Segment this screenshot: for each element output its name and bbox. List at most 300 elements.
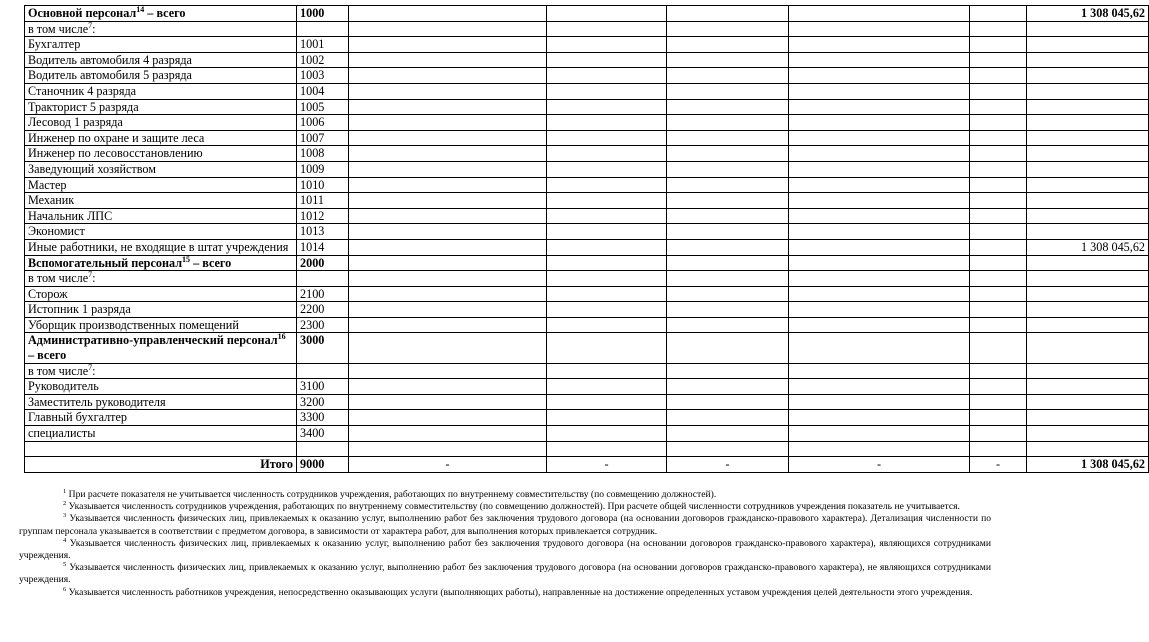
empty-cell bbox=[547, 333, 667, 363]
empty-cell bbox=[667, 426, 789, 442]
row-label-text: Мастер bbox=[28, 177, 67, 192]
row-label-text: Главный бухгалтер bbox=[28, 410, 128, 425]
row-label-text: Лесовод 1 разряда bbox=[28, 115, 123, 130]
empty-cell bbox=[349, 224, 547, 240]
empty-cell bbox=[970, 21, 1027, 37]
empty-cell bbox=[349, 317, 547, 333]
empty-cell bbox=[970, 239, 1027, 255]
empty-cell bbox=[970, 363, 1027, 379]
empty-cell bbox=[970, 68, 1027, 84]
row-label bbox=[25, 52, 297, 68]
empty-cell bbox=[667, 115, 789, 131]
footnote-ref: 16 bbox=[277, 332, 286, 342]
row-label bbox=[25, 6, 297, 22]
row-label-text: Истопник 1 разряда bbox=[28, 302, 131, 317]
row-label-text: Административно-управленческий персонал bbox=[28, 333, 278, 348]
row-label bbox=[25, 317, 297, 333]
empty-cell bbox=[547, 224, 667, 240]
row-label bbox=[25, 379, 297, 395]
row-label bbox=[25, 99, 297, 115]
footnote bbox=[19, 513, 991, 537]
empty-cell bbox=[789, 37, 970, 53]
footnotes bbox=[19, 489, 991, 599]
row-label-text: Тракторист 5 разряда bbox=[28, 99, 139, 114]
row-code: 1007 bbox=[297, 130, 349, 146]
empty-cell bbox=[547, 426, 667, 442]
footnote-number: 4 bbox=[63, 536, 67, 544]
table-row bbox=[25, 68, 1149, 84]
empty-cell bbox=[789, 426, 970, 442]
row-label-text: Экономист bbox=[28, 224, 85, 239]
row-label bbox=[25, 363, 297, 379]
empty-cell bbox=[789, 394, 970, 410]
row-label bbox=[25, 193, 297, 209]
table-row bbox=[25, 441, 1149, 457]
total-row bbox=[25, 457, 1149, 473]
empty-cell bbox=[349, 363, 547, 379]
empty-cell bbox=[970, 99, 1027, 115]
empty-cell bbox=[667, 224, 789, 240]
row-label-suffix: : bbox=[92, 21, 96, 36]
table-row bbox=[25, 6, 1149, 22]
table-row bbox=[25, 379, 1149, 395]
empty-cell bbox=[349, 239, 547, 255]
empty-cell bbox=[349, 37, 547, 53]
empty-cell bbox=[667, 379, 789, 395]
row-code: 3400 bbox=[297, 426, 349, 442]
empty-cell bbox=[667, 193, 789, 209]
table-row bbox=[25, 317, 1149, 333]
empty-cell bbox=[349, 68, 547, 84]
empty-cell bbox=[789, 99, 970, 115]
empty-cell bbox=[789, 363, 970, 379]
empty-cell bbox=[667, 394, 789, 410]
row-label-suffix: : bbox=[92, 363, 96, 378]
row-label-text: Основной персонал bbox=[28, 6, 137, 20]
row-label-suffix: – всего bbox=[28, 348, 67, 363]
footnote-text: Указывается численность физических лиц, привлекаемых к оказанию услуг, выполнению работ без заключения трудового договора (на основании договоров гражданско-правового характера), являющихся сотрудниками учреждения. bbox=[19, 537, 991, 562]
empty-cell bbox=[970, 394, 1027, 410]
empty-cell bbox=[349, 6, 547, 22]
total-value: 1 308 045,62 bbox=[1027, 457, 1149, 473]
empty-cell bbox=[547, 379, 667, 395]
row-label-text: Водитель автомобиля 5 разряда bbox=[28, 68, 192, 83]
empty-cell bbox=[349, 410, 547, 426]
row-value bbox=[1027, 255, 1149, 271]
table-row bbox=[25, 21, 1149, 37]
table-row bbox=[25, 130, 1149, 146]
row-label bbox=[25, 115, 297, 131]
footnote-number: 1 bbox=[63, 487, 67, 495]
row-code: 1011 bbox=[297, 193, 349, 209]
empty-cell bbox=[349, 255, 547, 271]
empty-cell bbox=[349, 302, 547, 318]
empty-cell bbox=[547, 363, 667, 379]
row-label bbox=[25, 302, 297, 318]
empty-cell bbox=[547, 115, 667, 131]
empty-cell bbox=[667, 317, 789, 333]
empty-cell bbox=[789, 317, 970, 333]
empty-cell bbox=[547, 317, 667, 333]
empty-cell bbox=[970, 286, 1027, 302]
row-label bbox=[25, 68, 297, 84]
table-row bbox=[25, 177, 1149, 193]
empty-cell bbox=[970, 37, 1027, 53]
empty-cell bbox=[349, 208, 547, 224]
empty-cell bbox=[667, 255, 789, 271]
table-row bbox=[25, 161, 1149, 177]
empty-cell bbox=[547, 161, 667, 177]
empty-cell bbox=[349, 426, 547, 442]
row-code: 1000 bbox=[297, 6, 349, 22]
empty-cell bbox=[970, 52, 1027, 68]
footnote-ref: 7 bbox=[88, 270, 93, 280]
row-label-text: Станочник 4 разряда bbox=[28, 83, 137, 98]
footnote-text: При расчете показателя не учитывается численность сотрудников учреждения, работающих по внутреннему совместительству (по совмещению должностей). bbox=[66, 489, 717, 500]
row-code: 2200 bbox=[297, 302, 349, 318]
row-label-text: Бухгалтер bbox=[28, 37, 81, 52]
empty-cell bbox=[970, 255, 1027, 271]
footnote-number: 3 bbox=[63, 512, 67, 520]
row-value bbox=[1027, 426, 1149, 442]
empty-cell bbox=[349, 99, 547, 115]
row-value bbox=[1027, 161, 1149, 177]
empty-cell bbox=[789, 333, 970, 363]
empty-cell bbox=[970, 6, 1027, 22]
row-code: 3100 bbox=[297, 379, 349, 395]
empty-cell bbox=[349, 286, 547, 302]
empty-cell bbox=[349, 193, 547, 209]
empty-cell bbox=[667, 410, 789, 426]
empty-cell bbox=[349, 115, 547, 131]
table-row bbox=[25, 255, 1149, 271]
row-value bbox=[1027, 146, 1149, 162]
row-value bbox=[1027, 441, 1149, 457]
row-code bbox=[297, 21, 349, 37]
row-value bbox=[1027, 21, 1149, 37]
row-label bbox=[25, 286, 297, 302]
row-label bbox=[25, 208, 297, 224]
empty-cell bbox=[349, 21, 547, 37]
empty-cell bbox=[970, 317, 1027, 333]
row-value bbox=[1027, 130, 1149, 146]
row-value bbox=[1027, 115, 1149, 131]
empty-cell bbox=[970, 441, 1027, 457]
empty-cell bbox=[970, 161, 1027, 177]
table-row bbox=[25, 146, 1149, 162]
row-code bbox=[297, 271, 349, 287]
row-value bbox=[1027, 317, 1149, 333]
row-label bbox=[25, 130, 297, 146]
empty-cell bbox=[789, 130, 970, 146]
empty-cell bbox=[667, 333, 789, 363]
row-code: 1005 bbox=[297, 99, 349, 115]
staff-table bbox=[24, 5, 1149, 473]
table-row bbox=[25, 410, 1149, 426]
empty-cell bbox=[970, 115, 1027, 131]
empty-cell bbox=[667, 52, 789, 68]
empty-cell bbox=[349, 161, 547, 177]
row-label-text: Заведующий хозяйством bbox=[28, 161, 156, 176]
empty-cell bbox=[789, 239, 970, 255]
row-label-suffix: – всего bbox=[190, 255, 232, 270]
empty-cell bbox=[667, 146, 789, 162]
table-row bbox=[25, 333, 1149, 363]
empty-cell bbox=[970, 426, 1027, 442]
empty-cell bbox=[547, 146, 667, 162]
empty-cell bbox=[547, 239, 667, 255]
empty-cell bbox=[667, 286, 789, 302]
footnote bbox=[19, 562, 991, 586]
empty-cell bbox=[667, 271, 789, 287]
table-row bbox=[25, 208, 1149, 224]
empty-cell bbox=[667, 6, 789, 22]
footnote-number: 6 bbox=[63, 585, 67, 593]
empty-cell bbox=[667, 83, 789, 99]
empty-cell bbox=[789, 177, 970, 193]
row-code: 1002 bbox=[297, 52, 349, 68]
row-value bbox=[1027, 333, 1149, 363]
empty-cell bbox=[547, 52, 667, 68]
footnote-ref: 14 bbox=[136, 4, 145, 14]
row-code: 1014 bbox=[297, 239, 349, 255]
row-value bbox=[1027, 410, 1149, 426]
empty-cell bbox=[349, 177, 547, 193]
row-label bbox=[25, 21, 297, 37]
row-label bbox=[25, 271, 297, 287]
footnote-ref: 15 bbox=[182, 254, 191, 264]
row-label-suffix: – всего bbox=[144, 6, 186, 20]
empty-cell bbox=[667, 37, 789, 53]
row-label bbox=[25, 83, 297, 99]
empty-cell bbox=[667, 68, 789, 84]
empty-cell bbox=[789, 83, 970, 99]
empty-cell bbox=[789, 208, 970, 224]
empty-cell bbox=[970, 410, 1027, 426]
empty-cell bbox=[970, 224, 1027, 240]
empty-cell bbox=[547, 130, 667, 146]
empty-cell bbox=[970, 379, 1027, 395]
empty-cell bbox=[667, 130, 789, 146]
table-row bbox=[25, 37, 1149, 53]
empty-cell bbox=[789, 52, 970, 68]
empty-cell bbox=[667, 208, 789, 224]
total-label: Итого bbox=[25, 457, 297, 473]
row-value bbox=[1027, 379, 1149, 395]
table-row bbox=[25, 115, 1149, 131]
empty-cell bbox=[547, 21, 667, 37]
total-dash: - bbox=[970, 457, 1027, 473]
row-value bbox=[1027, 208, 1149, 224]
row-code: 3000 bbox=[297, 333, 349, 363]
table-row bbox=[25, 363, 1149, 379]
empty-cell bbox=[789, 379, 970, 395]
row-value bbox=[1027, 83, 1149, 99]
row-label-text: в том числе bbox=[28, 363, 89, 378]
empty-cell bbox=[789, 146, 970, 162]
empty-cell bbox=[970, 177, 1027, 193]
table-row bbox=[25, 99, 1149, 115]
empty-cell bbox=[349, 52, 547, 68]
empty-cell bbox=[789, 255, 970, 271]
row-label-text: Водитель автомобиля 4 разряда bbox=[28, 52, 192, 67]
empty-cell bbox=[667, 441, 789, 457]
footnote bbox=[19, 489, 991, 501]
row-label bbox=[25, 37, 297, 53]
empty-cell bbox=[970, 193, 1027, 209]
row-label-text: Начальник ЛПС bbox=[28, 208, 113, 223]
empty-cell bbox=[970, 333, 1027, 363]
empty-cell bbox=[667, 177, 789, 193]
empty-cell bbox=[547, 83, 667, 99]
empty-cell bbox=[667, 99, 789, 115]
empty-cell bbox=[970, 146, 1027, 162]
empty-cell bbox=[547, 68, 667, 84]
row-value bbox=[1027, 363, 1149, 379]
row-label bbox=[25, 146, 297, 162]
empty-cell bbox=[349, 441, 547, 457]
empty-cell bbox=[667, 161, 789, 177]
row-code: 2000 bbox=[297, 255, 349, 271]
empty-cell bbox=[547, 271, 667, 287]
footnote-text: Указывается численность физических лиц, привлекаемых к оказанию услуг, выполнению работ без заключения трудового договора (на основании договоров гражданско-правового характера), не являющихся сотрудниками учреждения. bbox=[19, 562, 991, 586]
row-label bbox=[25, 426, 297, 442]
row-value bbox=[1027, 52, 1149, 68]
row-value bbox=[1027, 286, 1149, 302]
row-label-text: Руководитель bbox=[28, 379, 99, 394]
empty-cell bbox=[547, 99, 667, 115]
empty-cell bbox=[547, 37, 667, 53]
empty-cell bbox=[789, 68, 970, 84]
empty-cell bbox=[547, 177, 667, 193]
empty-cell bbox=[789, 302, 970, 318]
row-label bbox=[25, 441, 297, 457]
row-label bbox=[25, 410, 297, 426]
empty-cell bbox=[789, 21, 970, 37]
total-dash: - bbox=[789, 457, 970, 473]
table-row bbox=[25, 302, 1149, 318]
row-label bbox=[25, 161, 297, 177]
empty-cell bbox=[547, 394, 667, 410]
table-row bbox=[25, 239, 1149, 255]
row-label bbox=[25, 394, 297, 410]
row-label-text: Механик bbox=[28, 193, 75, 208]
empty-cell bbox=[789, 224, 970, 240]
table-row bbox=[25, 271, 1149, 287]
empty-cell bbox=[547, 6, 667, 22]
empty-cell bbox=[789, 410, 970, 426]
row-label-text: Заместитель руководителя bbox=[28, 394, 166, 409]
row-label bbox=[25, 333, 297, 363]
row-code: 1013 bbox=[297, 224, 349, 240]
row-code: 3200 bbox=[297, 394, 349, 410]
empty-cell bbox=[667, 302, 789, 318]
row-label-text: Вспомогательный персонал bbox=[28, 255, 183, 270]
table-row bbox=[25, 224, 1149, 240]
empty-cell bbox=[970, 302, 1027, 318]
empty-cell bbox=[667, 21, 789, 37]
row-label bbox=[25, 177, 297, 193]
empty-cell bbox=[789, 115, 970, 131]
row-label-text: Инженер по лесовосстановлению bbox=[28, 146, 203, 161]
row-value bbox=[1027, 193, 1149, 209]
row-label bbox=[25, 239, 297, 255]
row-code: 1008 bbox=[297, 146, 349, 162]
row-label-text: в том числе bbox=[28, 21, 89, 36]
total-dash: - bbox=[547, 457, 667, 473]
total-code: 9000 bbox=[297, 457, 349, 473]
row-label bbox=[25, 224, 297, 240]
empty-cell bbox=[547, 302, 667, 318]
total-dash: - bbox=[667, 457, 789, 473]
empty-cell bbox=[789, 441, 970, 457]
footnote-text: Указывается численность физических лиц, привлекаемых к оказанию услуг, выполнению работ без заключения трудового договора (на основании договоров гражданско-правового характера). Детализация численности по группам персонала указывается в соответствии с предметом договора, в зависимости от характера работ, для выполнения которых привлекается сотрудник. bbox=[19, 513, 991, 537]
empty-cell bbox=[970, 271, 1027, 287]
empty-cell bbox=[970, 130, 1027, 146]
empty-cell bbox=[349, 379, 547, 395]
row-label-text: Уборщик производственных помещений bbox=[28, 317, 239, 332]
row-value bbox=[1027, 68, 1149, 84]
footnote bbox=[19, 501, 991, 513]
row-label-text: Иные работники, не входящие в штат учреждения bbox=[28, 239, 289, 254]
empty-cell bbox=[349, 146, 547, 162]
row-value bbox=[1027, 271, 1149, 287]
row-code bbox=[297, 363, 349, 379]
table-row bbox=[25, 193, 1149, 209]
footnote-number: 5 bbox=[63, 561, 67, 569]
footnote bbox=[19, 538, 991, 562]
empty-cell bbox=[349, 130, 547, 146]
row-code: 1003 bbox=[297, 68, 349, 84]
table-row bbox=[25, 286, 1149, 302]
empty-cell bbox=[667, 239, 789, 255]
row-code: 3300 bbox=[297, 410, 349, 426]
row-value: 1 308 045,62 bbox=[1027, 6, 1149, 22]
footnote-ref: 7 bbox=[88, 362, 93, 372]
empty-cell bbox=[547, 193, 667, 209]
table-row bbox=[25, 426, 1149, 442]
empty-cell bbox=[789, 161, 970, 177]
footnote bbox=[19, 587, 991, 599]
empty-cell bbox=[349, 83, 547, 99]
row-code: 1009 bbox=[297, 161, 349, 177]
row-value bbox=[1027, 224, 1149, 240]
footnote-ref: 7 bbox=[88, 20, 93, 30]
row-code: 1006 bbox=[297, 115, 349, 131]
empty-cell bbox=[970, 208, 1027, 224]
row-code: 2100 bbox=[297, 286, 349, 302]
empty-cell bbox=[349, 271, 547, 287]
row-code: 1012 bbox=[297, 208, 349, 224]
row-code: 2300 bbox=[297, 317, 349, 333]
row-code: 1010 bbox=[297, 177, 349, 193]
table-row bbox=[25, 394, 1149, 410]
table-row bbox=[25, 83, 1149, 99]
total-dash: - bbox=[349, 457, 547, 473]
empty-cell bbox=[789, 6, 970, 22]
table-row bbox=[25, 52, 1149, 68]
empty-cell bbox=[349, 394, 547, 410]
row-value bbox=[1027, 37, 1149, 53]
row-code: 1004 bbox=[297, 83, 349, 99]
footnote-text: Указывается численность работников учреждения, непосредственно оказывающих услуги (выполняющих работы), направленные на достижение определенных уставом учреждения целей деятельности этого учреждения. bbox=[66, 586, 973, 598]
empty-cell bbox=[547, 441, 667, 457]
empty-cell bbox=[667, 363, 789, 379]
row-label-text: Инженер по охране и защите леса bbox=[28, 130, 205, 145]
empty-cell bbox=[789, 193, 970, 209]
row-label bbox=[25, 255, 297, 271]
row-code: 1001 bbox=[297, 37, 349, 53]
